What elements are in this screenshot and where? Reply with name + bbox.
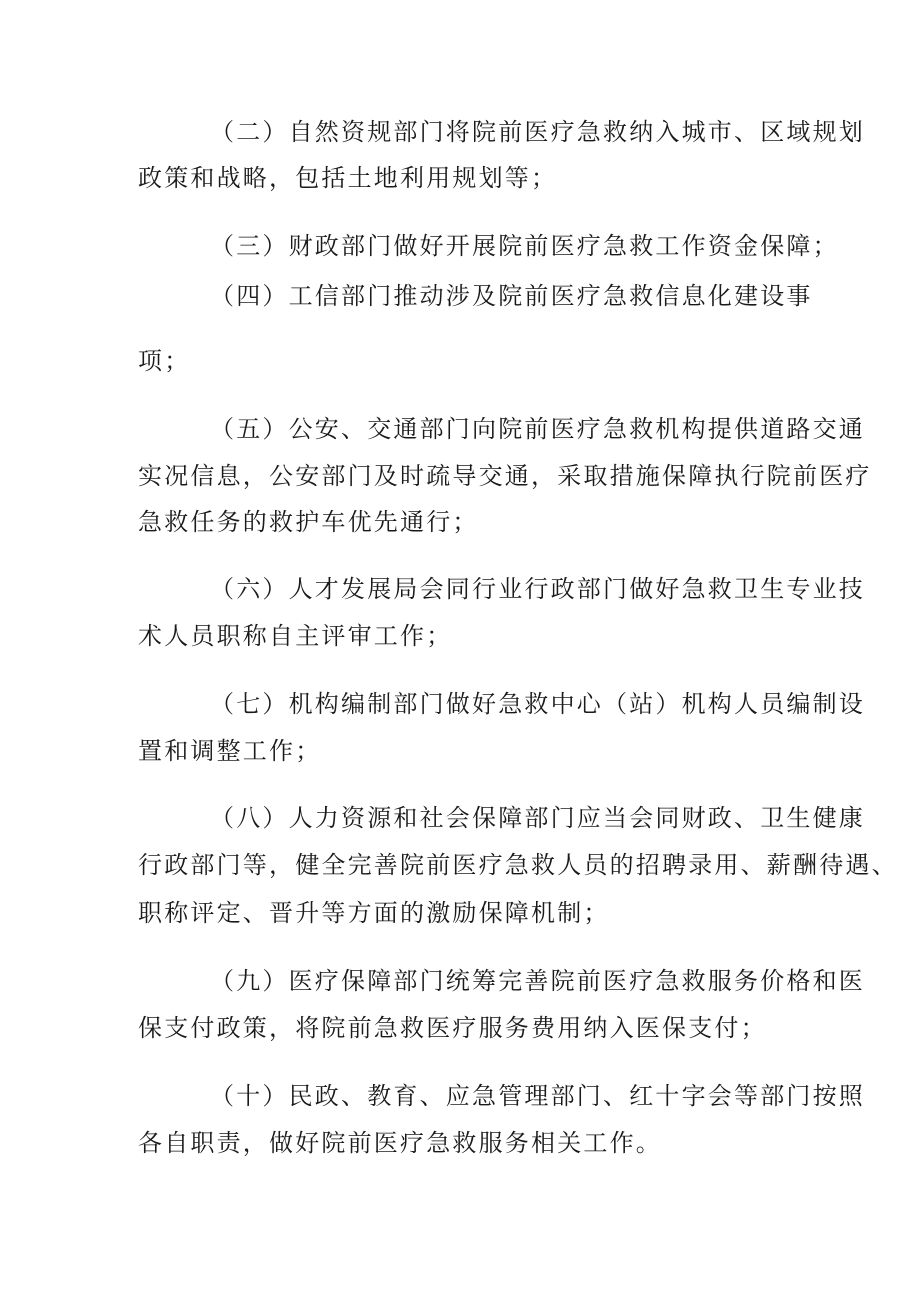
- paragraph-8-line-1: （八）人力资源和社会保障部门应当会同财政、卫生健康: [210, 804, 865, 832]
- paragraph-4-line-1: （四）工信部门推动涉及院前医疗急救信息化建设事: [210, 282, 813, 310]
- paragraph-10-line-2: 各自职责，做好院前医疗急救服务相关工作。: [138, 1129, 662, 1157]
- paragraph-7-line-2: 置和调整工作；: [138, 737, 322, 765]
- paragraph-9-line-2: 保支付政策，将院前急救医疗服务费用纳入医保支付；: [138, 1014, 767, 1042]
- paragraph-3-line-1: （三）财政部门做好开展院前医疗急救工作资金保障；: [210, 232, 839, 260]
- paragraph-5-line-3: 急救任务的救护车优先通行；: [138, 508, 479, 536]
- paragraph-6-line-2: 术人员职称自主评审工作；: [138, 622, 453, 650]
- paragraph-9-line-1: （九）医疗保障部门统筹完善院前医疗急救服务价格和医: [210, 967, 865, 995]
- paragraph-4-line-2: 项；: [138, 347, 191, 375]
- paragraph-6-line-1: （六）人才发展局会同行业行政部门做好急救卫生专业技: [210, 575, 865, 603]
- paragraph-7-line-1: （七）机构编制部门做好急救中心（站）机构人员编制设: [210, 690, 865, 718]
- paragraph-8-line-2: 行政部门等，健全完善院前医疗急救人员的招聘录用、薪酬待遇、: [138, 851, 898, 879]
- paragraph-2-line-1: （二）自然资规部门将院前医疗急救纳入城市、区域规划: [210, 118, 865, 146]
- paragraph-5-line-2: 实况信息，公安部门及时疏导交通，采取措施保障执行院前医疗: [138, 462, 872, 490]
- paragraph-2-line-2: 政策和战略，包括土地利用规划等；: [138, 164, 558, 192]
- paragraph-5-line-1: （五）公安、交通部门向院前医疗急救机构提供道路交通: [210, 415, 865, 443]
- paragraph-8-line-3: 职称评定、晋升等方面的激励保障机制；: [138, 899, 610, 927]
- paragraph-10-line-1: （十）民政、教育、应急管理部门、红十字会等部门按照: [210, 1082, 865, 1110]
